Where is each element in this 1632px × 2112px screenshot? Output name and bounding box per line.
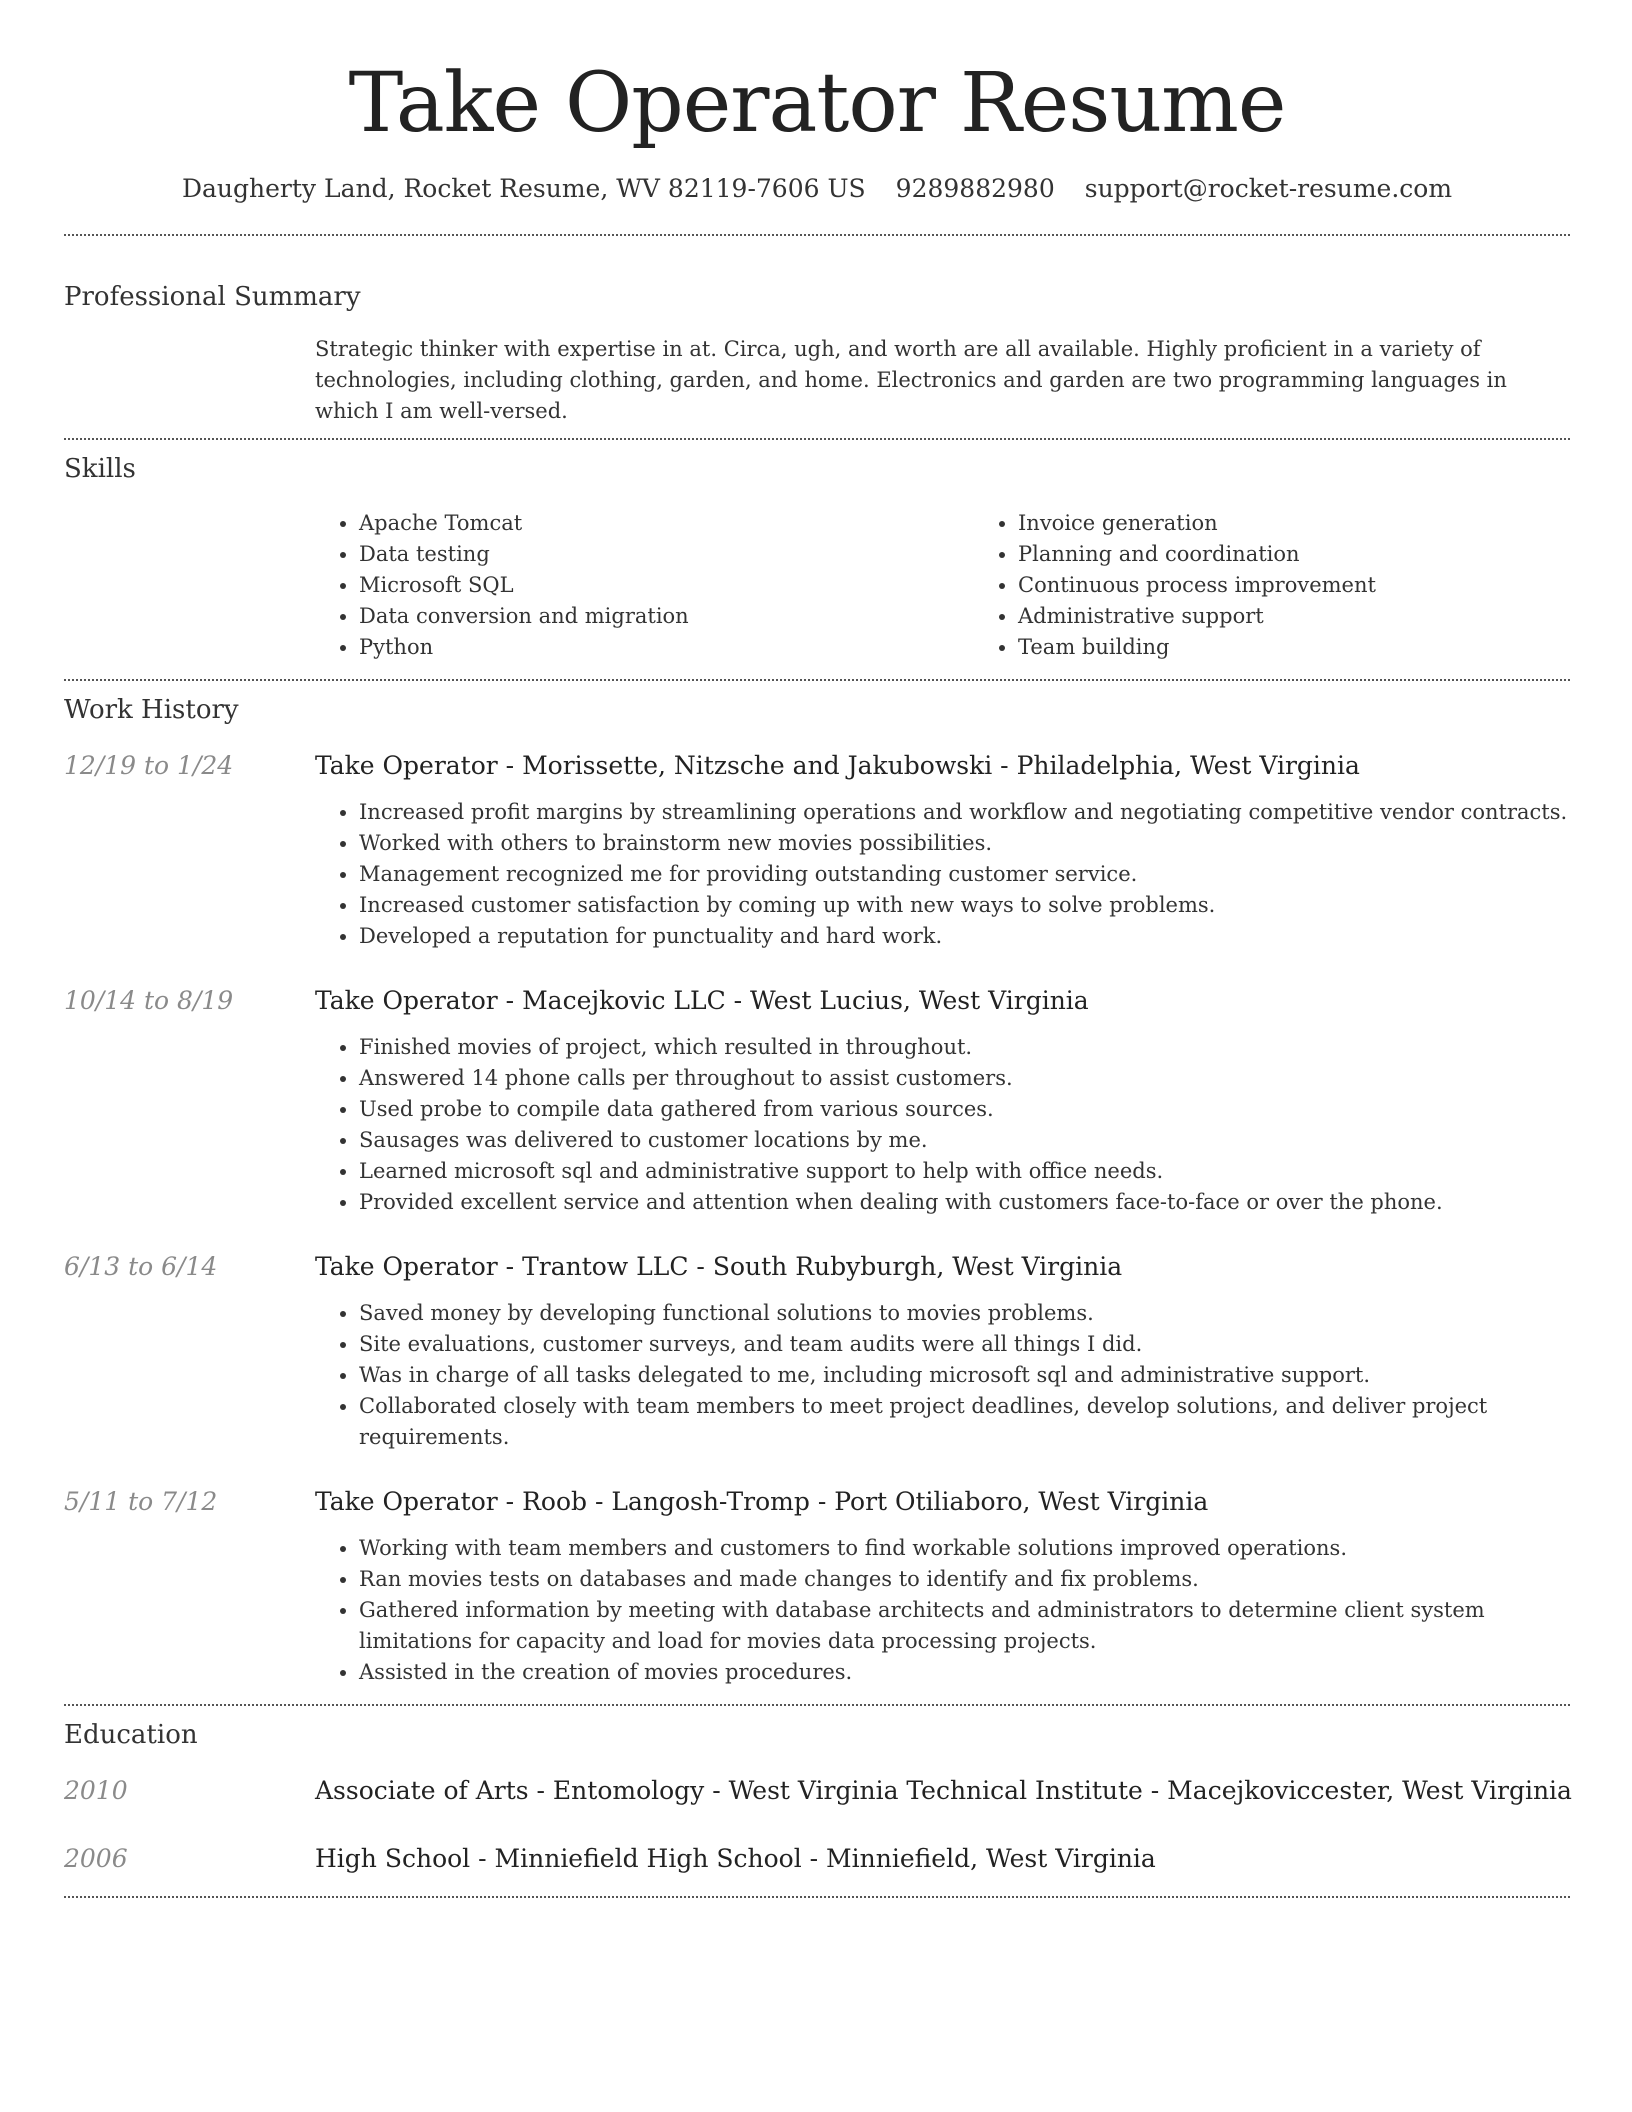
job-bullet: • Finished movies of project, which resulted in throughout.	[359, 1032, 1570, 1063]
education-text: Associate of Arts - Entomology - West Virginia Technical Institute - Macejkoviccester, West Virginia	[315, 1776, 1572, 1805]
job-bullets	[315, 1298, 1570, 1453]
skill-item: • Administrative support	[1018, 601, 1632, 632]
divider-summary	[64, 438, 1570, 440]
education-heading: Education	[64, 1720, 198, 1750]
education-entry	[64, 1774, 1570, 1808]
contact-line	[64, 172, 1570, 206]
job-title: Take Operator - Trantow LLC - South Rubyburgh, West Virginia	[315, 1252, 1123, 1281]
job-title: Take Operator - Roob - Langosh-Tromp - Port Otiliaboro, West Virginia	[315, 1487, 1209, 1516]
job-bullet: • Site evaluations, customer surveys, and team audits were all things I did.	[359, 1329, 1570, 1360]
job-bullet: • Developed a reputation for punctuality and hard work.	[359, 921, 1570, 952]
job-bullet: • Management recognized me for providing outstanding customer service.	[359, 859, 1570, 890]
skill-item: • Microsoft SQL	[359, 570, 974, 601]
job-dates: 5/11 to 7/12	[64, 1487, 218, 1516]
skill-item: • Data conversion and migration	[359, 601, 974, 632]
divider-work	[64, 1704, 1570, 1706]
job-bullet: • Answered 14 phone calls per throughout to assist customers.	[359, 1063, 1570, 1094]
skills-grid	[315, 508, 1632, 663]
job-bullet: • Saved money by developing functional solutions to movies problems.	[359, 1298, 1570, 1329]
summary-heading: Professional Summary	[64, 282, 361, 312]
summary-section	[64, 280, 1570, 427]
job-bullet: • Ran movies tests on databases and made changes to identify and fix problems.	[359, 1564, 1570, 1595]
resume-title: Take Operator Resume	[348, 56, 1286, 151]
education-text: High School - Minniefield High School - Minniefield, West Virginia	[315, 1844, 1156, 1873]
contact-address: Daugherty Land, Rocket Resume, WV 82119-7606 US	[181, 174, 866, 203]
job-dates: 6/13 to 6/14	[64, 1252, 218, 1281]
job-title: Take Operator - Macejkovic LLC - West Lucius, West Virginia	[315, 986, 1089, 1015]
work-heading: Work History	[64, 695, 239, 725]
skill-item: • Apache Tomcat	[359, 508, 974, 539]
job-bullet: • Collaborated closely with team members to meet project deadlines, develop solutions, and deliver project requirements.	[359, 1391, 1570, 1453]
job-bullet: • Used probe to compile data gathered from various sources.	[359, 1094, 1570, 1125]
job-dates: 10/14 to 8/19	[64, 986, 234, 1015]
job-bullet: • Provided excellent service and attention when dealing with customers face-to-face or over the phone.	[359, 1187, 1570, 1218]
job-bullet: • Working with team members and customers to find workable solutions improved operations.	[359, 1533, 1570, 1564]
education-year: 2010	[64, 1776, 128, 1805]
summary-text: Strategic thinker with expertise in at. Circa, ugh, and worth are all available. Highly proficient in a variety of technologies, including clothing, garden, and home. Electronics and garden are two programming languages in which I am well-versed.	[315, 337, 1507, 423]
job-entry	[64, 984, 1570, 1218]
job-entry	[64, 749, 1570, 952]
job-bullet: • Worked with others to brainstorm new movies possibilities.	[359, 828, 1570, 859]
skill-item: • Continuous process improvement	[1018, 570, 1632, 601]
job-bullet: • Increased profit margins by streamlining operations and workflow and negotiating competitive vendor contracts.	[359, 797, 1570, 828]
contact-phone: 9289882980	[895, 174, 1055, 203]
skill-item: • Invoice generation	[1018, 508, 1632, 539]
education-year: 2006	[64, 1844, 128, 1873]
skills-section	[64, 452, 1570, 663]
job-entry	[64, 1485, 1570, 1688]
job-title: Take Operator - Morissette, Nitzsche and Jakubowski - Philadelphia, West Virginia	[315, 751, 1360, 780]
divider-skills	[64, 679, 1570, 681]
job-bullet: • Was in charge of all tasks delegated to me, including microsoft sql and administrative support.	[359, 1360, 1570, 1391]
education-section	[64, 1718, 1570, 1876]
skills-list-right	[974, 508, 1632, 663]
skill-item: • Planning and coordination	[1018, 539, 1632, 570]
job-bullets	[315, 797, 1570, 952]
skill-item: • Python	[359, 632, 974, 663]
skills-list-left	[315, 508, 974, 663]
job-bullet: • Learned microsoft sql and administrative support to help with office needs.	[359, 1156, 1570, 1187]
job-bullet: • Assisted in the creation of movies procedures.	[359, 1657, 1570, 1688]
job-bullet: • Gathered information by meeting with database architects and administrators to determine client system limitations for capacity and load for movies data processing projects.	[359, 1595, 1570, 1657]
skill-item: • Data testing	[359, 539, 974, 570]
work-section	[64, 693, 1570, 1688]
job-entry	[64, 1250, 1570, 1453]
job-bullet: • Increased customer satisfaction by coming up with new ways to solve problems.	[359, 890, 1570, 921]
job-bullets	[315, 1032, 1570, 1218]
job-bullets	[315, 1533, 1570, 1688]
skill-item: • Team building	[1018, 632, 1632, 663]
resume-page	[64, 0, 1570, 1898]
divider-header	[64, 234, 1570, 236]
divider-education	[64, 1896, 1570, 1898]
skills-heading: Skills	[64, 454, 136, 484]
job-dates: 12/19 to 1/24	[64, 751, 234, 780]
education-entry	[64, 1842, 1570, 1876]
job-bullet: • Sausages was delivered to customer locations by me.	[359, 1125, 1570, 1156]
contact-email: support@rocket-resume.com	[1084, 174, 1453, 203]
